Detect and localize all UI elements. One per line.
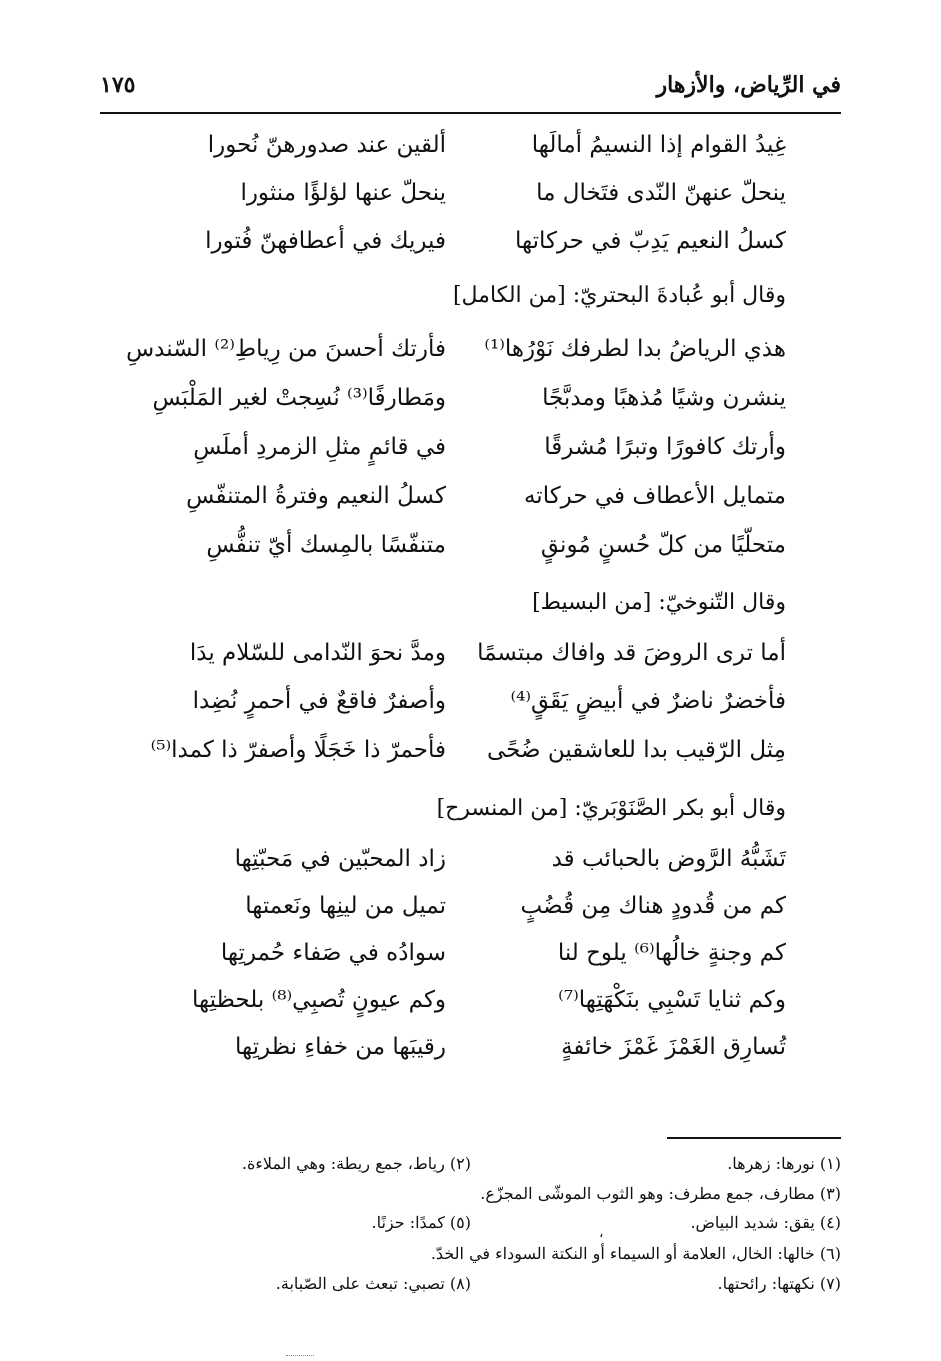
footnote-separator-mark: ، (599, 1225, 604, 1241)
scan-artifact (286, 1355, 314, 1356)
verse-line-15-hemistich-1: وكم ثنايا تَسْبِي بنَكْهَتِها⁽⁷⁾ (558, 987, 786, 1013)
verse-line-4-hemistich-2: فأرتك أحسنَ من رِياطِ⁽²⁾ السّندسِ (126, 336, 446, 362)
verse-line-8-hemistich-1: متحلّيًا من كلّ حُسنٍ مُونقٍ (540, 532, 786, 558)
page-number: ١٧٥ (100, 72, 136, 98)
verse-line-10-hemistich-2: وأصفرٌ فاقعٌ في أحمرٍ نُضِدا (192, 688, 446, 714)
verse-line-3-hemistich-1: كسلُ النعيم يَدِبّ في حركاتها (515, 228, 786, 254)
verse-line-5-hemistich-1: ينشرن وشيًا مُذهبًا ومدبَّجًا (542, 385, 786, 411)
footnote-7: (٧) نكهتها: رائحتها. (717, 1274, 841, 1293)
footnote-1: (١) نورها: زهرها. (727, 1154, 841, 1173)
header-rule (100, 112, 841, 114)
footnote-3: (٣) مطارف، جمع مطرف: وهو الثوب الموشّى المجزّع. (480, 1184, 841, 1203)
footnote-8: (٨) تصبي: تبعث على الصّبابة. (275, 1274, 471, 1293)
verse-line-7-hemistich-2: كسلُ النعيم وفترةُ المتنفّسِ (186, 483, 446, 509)
running-title: في الرِّياض، والأزهار (656, 72, 841, 98)
verse-line-13-hemistich-1: كم من قُدودٍ هناك مِن قُضُبٍ (520, 893, 786, 919)
verse-line-7-hemistich-1: متمايل الأعطاف في حركاته (523, 483, 786, 509)
verse-line-12-hemistich-1: تَشَبُّهُ الرَّوض بالحبائب قد (551, 846, 786, 872)
poet-attribution-tanukhi: وقال التّنوخيّ: [من البسيط] (532, 590, 786, 615)
verse-line-11-hemistich-2: فأحمرّ ذا خَجَلًا وأصفرّ ذا كمدا⁽⁵⁾ (150, 737, 446, 763)
footnote-2: (٢) رياط، جمع ريطة: وهي الملاءة. (241, 1154, 471, 1173)
verse-line-8-hemistich-2: متنفّسًا بالمِسك أيّ تنفُّسِ (206, 532, 446, 558)
verse-line-13-hemistich-2: تميل من لينِها ونَعمتها (245, 893, 446, 919)
verse-line-6-hemistich-1: وأرتك كافورًا وتبرًا مُشرقًا (544, 434, 786, 460)
verse-line-3-hemistich-2: فيريك في أعطافهنّ فُتورا (205, 228, 446, 254)
footnote-4: (٤) يقق: شديد البياض. (690, 1213, 841, 1232)
verse-line-10-hemistich-1: فأخضرٌ ناضرٌ في أبيضٍ يَقَقٍ⁽⁴⁾ (510, 688, 786, 714)
verse-line-6-hemistich-2: في قائمٍ مثلِ الزمردِ أملَسِ (193, 434, 446, 460)
verse-line-9-hemistich-2: ومدَّ نحوَ النّدامى للسّلام يدَا (189, 640, 446, 666)
poet-attribution-sanawbari: وقال أبو بكر الصَّنَوْبَريّ: [من المنسرح] (436, 796, 786, 821)
footnote-5: (٥) كمدًا: حزنًا. (371, 1213, 471, 1232)
verse-line-15-hemistich-2: وكم عيونٍ تُصبِي⁽⁸⁾ بلحظتِها (191, 987, 446, 1013)
verse-line-11-hemistich-1: مِثل الرّقيب بدا للعاشقين ضُحًى (486, 737, 786, 763)
verse-line-16-hemistich-1: تُسارِق الغَمْزَ غَمْزَ خائفةٍ (561, 1034, 786, 1060)
verse-line-1-hemistich-2: ألقين عند صدورهنّ نُحورا (207, 132, 446, 158)
verse-line-14-hemistich-2: سوادُه في صَفاء حُمرتِها (220, 940, 446, 966)
verse-line-14-hemistich-1: كم وجنةٍ خالُها⁽⁶⁾ يلوح لنا (557, 940, 786, 966)
footnote-rule (667, 1137, 841, 1139)
verse-line-12-hemistich-2: زاد المحبّين في مَحبّتِها (234, 846, 446, 872)
footnote-6: (٦) خالها: الخال، العلامة أو السيماء أو النكتة السوداء في الخدّ. (430, 1244, 841, 1263)
verse-line-2-hemistich-2: ينحلّ عنها لؤلؤًا منثورا (240, 180, 446, 206)
verse-line-16-hemistich-2: رقيبَها من خفاءِ نظرتِها (235, 1034, 446, 1060)
verse-line-1-hemistich-1: غِيدُ القوام إذا النسيمُ أمالَها (531, 132, 786, 158)
verse-line-4-hemistich-1: هذي الرياضُ بدا لطرفك نَوْرُها⁽¹⁾ (484, 336, 786, 362)
verse-line-2-hemistich-1: ينحلّ عنهنّ النّدى فتَخال ما (536, 180, 786, 206)
poet-attribution-buhturi: وقال أبو عُبادةَ البحتريّ: [من الكامل] (452, 283, 786, 308)
verse-line-5-hemistich-2: ومَطارفًا⁽³⁾ نُسِجتْ لغير المَلْبَسِ (152, 385, 446, 411)
verse-line-9-hemistich-1: أما ترى الروضَ قد وافاك مبتسمًا (477, 640, 786, 666)
